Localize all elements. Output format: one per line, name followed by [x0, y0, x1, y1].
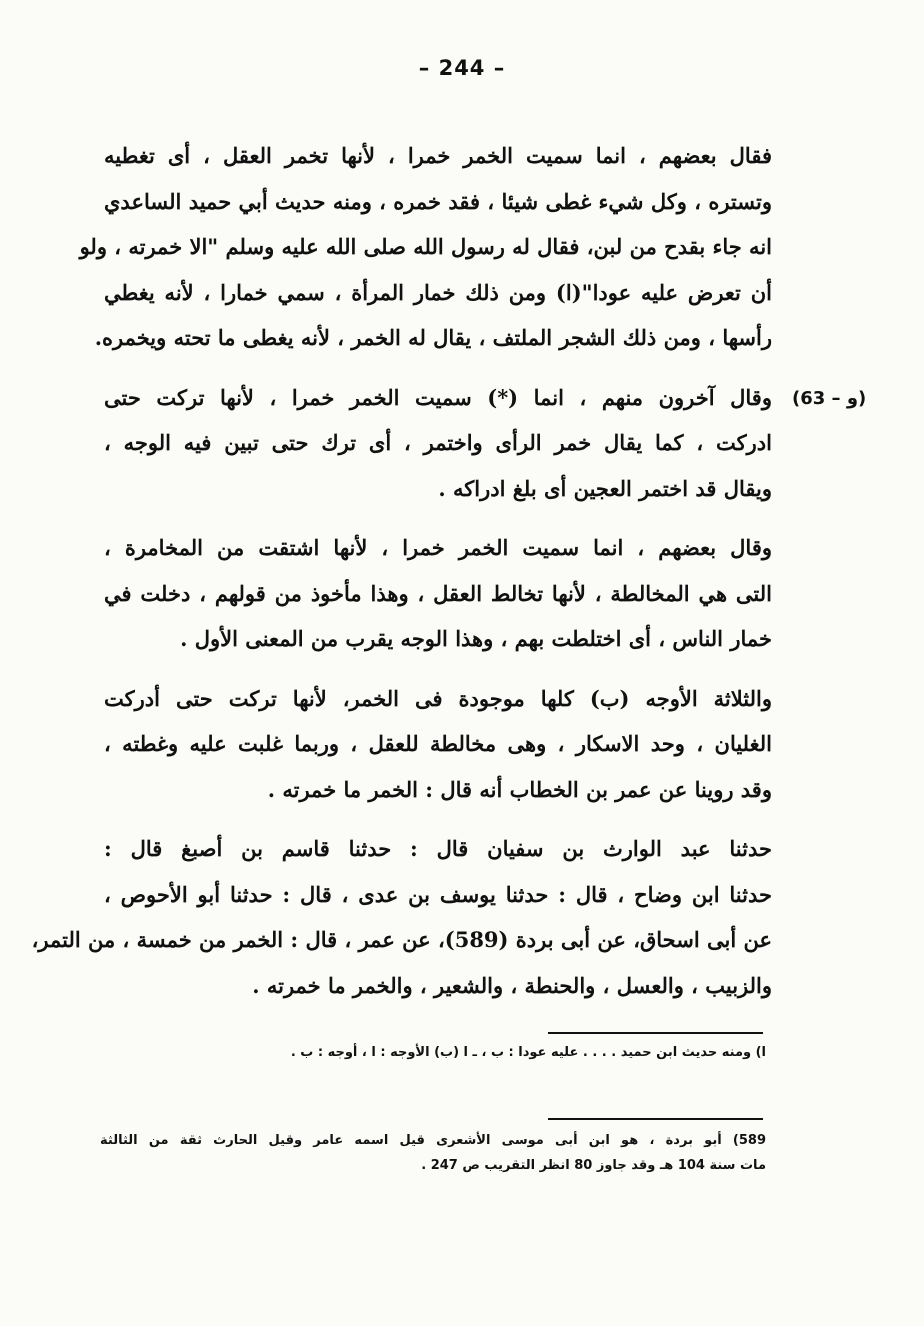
marginal-note: (63 – و)	[792, 388, 867, 409]
text-line: التى هي المخالطة ، لأنها تخالط العقل ، وهذا مأخوذ من قولهم ، دخلت في	[104, 580, 772, 606]
text-line: وقد روينا عن عمر بن الخطاب أنه قال : الخمر ما خمرته .	[267, 776, 772, 802]
text-line: رأسها ، ومن ذلك الشجر الملتف ، يقال له الخمر ، لأنه يغطى ما تحته ويخمره.	[94, 325, 772, 350]
footnote-divider	[548, 1032, 763, 1034]
text-line: عن أبى اسحاق، عن أبى بردة (589)، عن عمر ، قال : الخمر من خمسة ، من التمر،	[31, 927, 772, 952]
text-line: والزبيب ، والعسل ، والحنطة ، والشعير ، والخمر ما خمرته .	[252, 972, 772, 998]
text-line: ويقال قد اختمر العجين أى بلغ ادراكه .	[438, 475, 772, 501]
text-line: وقال بعضهم ، انما سميت الخمر خمرا ، لأنها اشتقت من المخامرة ،	[104, 535, 772, 560]
paragraph	[79, 133, 772, 361]
paragraph	[104, 676, 772, 813]
text-line: والثلاثة الأوجه (ب) كلها موجودة فى الخمر، لأنها تركت حتى أدركت	[104, 685, 772, 711]
footnote-divider	[548, 1118, 763, 1120]
paragraph	[104, 525, 772, 662]
footnote-line: ا) ومنه حديث ابن حميد . . . . عليه عودا : ب ، ـ ا (ب) الأوجه : ا ، أوجه : ب .	[290, 1045, 766, 1060]
paragraph	[104, 375, 772, 512]
text-line: انه جاء بقدح من لبن، فقال له رسول الله صلى الله عليه وسلم "الا خمرته ، ولو	[79, 234, 772, 259]
text-line: خمار الناس ، أى اختلطت بهم ، وهذا الوجه يقرب من المعنى الأول .	[180, 626, 772, 651]
text-line: الغليان ، وحد الاسكار ، وهى مخالطة للعقل ، وربما غلبت عليه وغطته ،	[104, 731, 772, 756]
footnote-line: مات سنة 104 هـ وقد جاوز 80 انظر التقريب ص 247 .	[421, 1158, 766, 1173]
text-line: أن تعرض عليه عودا"(ا) ومن ذلك خمار المرأة ، سمي خمارا ، لأنه يغطي	[104, 279, 772, 305]
text-line: وقال آخرون منهم ، انما (*) سميت الخمر خمرا ، لأنها تركت حتى	[104, 384, 772, 410]
main-text	[31, 133, 772, 1022]
text-line: حدثنا عبد الوارث بن سفيان قال : حدثنا قاسم بن أصبغ قال :	[104, 836, 772, 861]
text-line: فقال بعضهم ، انما سميت الخمر خمرا ، لأنها تخمر العقل ، أى تغطيه	[104, 143, 772, 168]
paragraph	[31, 826, 772, 1008]
text-line: حدثنا ابن وضاح ، قال : حدثنا يوسف بن عدى ، قال : حدثنا أبو الأحوص ،	[104, 881, 772, 907]
footnote-line: 589) أبو بردة ، هو ابن أبى موسى الأشعرى قيل اسمه عامر وقيل الحارث ثقة من الثالثة	[100, 1133, 766, 1148]
footnote-variants	[100, 1040, 766, 1065]
text-line: ادركت ، كما يقال خمر الرأى واختمر ، أى ترك حتى تبين فيه الوجه ،	[104, 430, 772, 455]
text-line: وتستره ، وكل شيء غطى شيئا ، فقد خمره ، ومنه حديث أبي حميد الساعدي	[104, 188, 772, 214]
footnote-biography	[100, 1128, 766, 1178]
page-number: – 244 –	[418, 56, 506, 80]
